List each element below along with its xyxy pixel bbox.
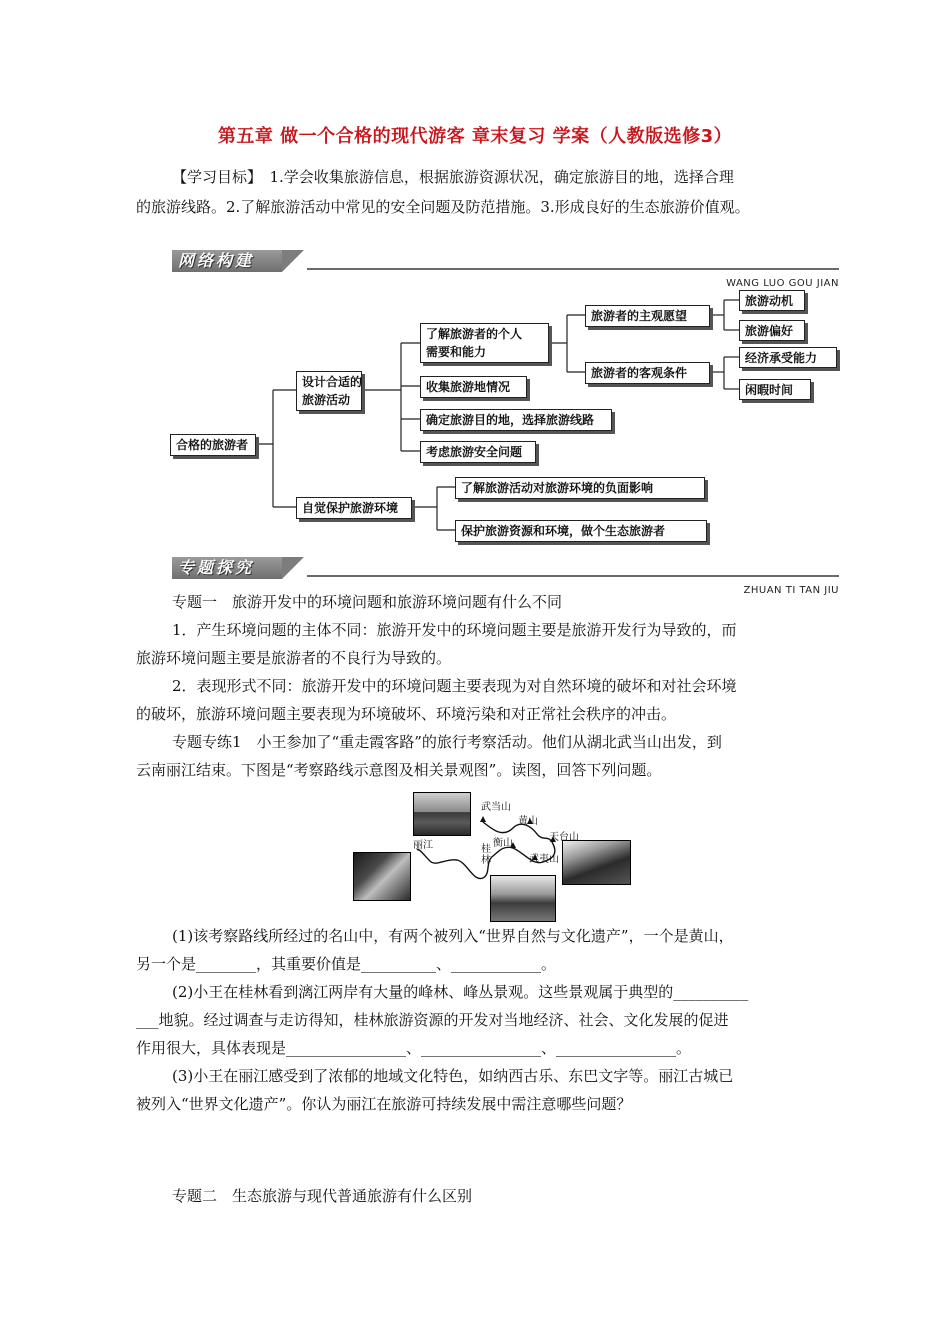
page-title: 第五章 做一个合格的现代游客 章末复习 学案（人教版选修3） (217, 126, 733, 147)
node-understand-line-1: 了解旅游者的个人 (426, 327, 523, 341)
topic-2-heading: 专题二 生态旅游与现代普通旅游有什么区别 (172, 1187, 473, 1205)
label-guilin: 桂林 (481, 844, 491, 866)
question-2-cont-2: 作用很大，具体表现是________________、________________、________________。 (136, 1039, 692, 1057)
label-hengshan: 衡山 (493, 838, 513, 849)
node-understand-line-2: 需要和能力 (426, 345, 487, 359)
topic-1-paragraph-1: 1．产生环境问题的主体不同：旅游开发中的环境问题主要是旅游开发行为导致的，而 (172, 621, 737, 639)
topic-1-heading: 专题一 旅游开发中的环境问题和旅游环境问题有什么不同 (172, 593, 563, 611)
node-design-activity (296, 371, 362, 411)
question-1: (1)该考察路线所经过的名山中，有两个被列入“世界自然与文化遗产”，一个是黄山， (172, 927, 734, 945)
question-2: (2)小王在桂林看到漓江两岸有大量的峰林、峰丛景观。这些景观属于典型的__________ (172, 983, 749, 1001)
exercise-1-intro: 专题专练1 小王参加了“重走霞客路”的旅行考察活动。他们从湖北武当山出发，到 (172, 733, 722, 751)
question-1-cont: 另一个是________，其重要价值是__________、____________。 (136, 955, 557, 973)
label-wudang: 武当山 (481, 802, 511, 813)
question-2-cont: ___地貌。经过调查与走访得知，桂林旅游资源的开发对当地经济、社会、文化发展的促进 (136, 1011, 729, 1029)
node-negative-impact: 了解旅游活动对旅游环境的负面影响 (455, 477, 705, 499)
section-label-pinyin: WANG LUO GOU JIAN (726, 278, 839, 289)
topic-1-paragraph-1-cont: 旅游环境问题主要是旅游者的不良行为导致的。 (136, 649, 452, 667)
label-lijiang: 丽江 (413, 840, 433, 851)
question-3-cont: 被列入“世界文化遗产”。你认为丽江在旅游可持续发展中需注意哪些问题？ (136, 1095, 632, 1113)
section-banner-topics (172, 557, 839, 596)
node-design-line-1: 设计合适的 (302, 375, 363, 389)
node-design-line-2: 旅游活动 (302, 393, 351, 407)
objectives-line-1: 【学习目标】 1.学会收集旅游信息，根据旅游资源状况，确定旅游目的地，选择合理 (172, 168, 734, 186)
node-economic-capacity: 经济承受能力 (739, 347, 837, 368)
objectives-line-2: 的旅游线路。2.了解旅游活动中常见的安全问题及防范措施。3.形成良好的生态旅游价值观。 (136, 198, 750, 216)
node-leisure-time: 闲暇时间 (739, 379, 811, 400)
node-eco-tourist: 保护旅游资源和环境，做个生态旅游者 (455, 520, 707, 542)
node-subjective-wish: 旅游者的主观愿望 (585, 305, 710, 327)
node-determine-route: 确定旅游目的地，选择旅游线路 (420, 409, 612, 431)
node-objective-conditions: 旅游者的客观条件 (585, 362, 710, 384)
section-label: 专题探究 (178, 558, 255, 577)
label-tiantai: 天台山 (549, 832, 579, 843)
node-collect-info: 收集旅游地情况 (420, 376, 527, 398)
label-wuyi: 武夷山 (529, 854, 559, 865)
question-3: (3)小王在丽江感受到了浓郁的地域文化特色，如纳西古乐、东巴文字等。丽江古城已 (172, 1067, 734, 1085)
section-label-pinyin: ZHUAN TI TAN JIU (743, 585, 839, 596)
topic-1-paragraph-2-cont: 的破坏，旅游环境问题主要表现为环境破坏、环境污染和对正常社会秩序的冲击。 (136, 705, 677, 723)
topic-1-paragraph-2: 2．表现形式不同：旅游开发中的环境问题主要表现为对自然环境的破坏和对社会环境 (172, 677, 737, 695)
node-travel-motive: 旅游动机 (739, 290, 805, 311)
route-map-figure (353, 790, 633, 920)
label-huangshan: 黄山 (518, 816, 538, 827)
section-label: 网络构建 (178, 251, 255, 270)
exercise-1-intro-cont: 云南丽江结束。下图是“考察路线示意图及相关景观图”。读图，回答下列问题。 (136, 761, 662, 779)
mindmap-connectors (0, 0, 950, 560)
node-understand-needs (420, 323, 549, 363)
node-consider-safety: 考虑旅游安全问题 (420, 441, 536, 463)
node-qualified-tourist: 合格的旅游者 (170, 434, 256, 456)
node-protect-environment: 自觉保护旅游环境 (296, 497, 412, 519)
node-travel-preference: 旅游偏好 (739, 320, 805, 341)
